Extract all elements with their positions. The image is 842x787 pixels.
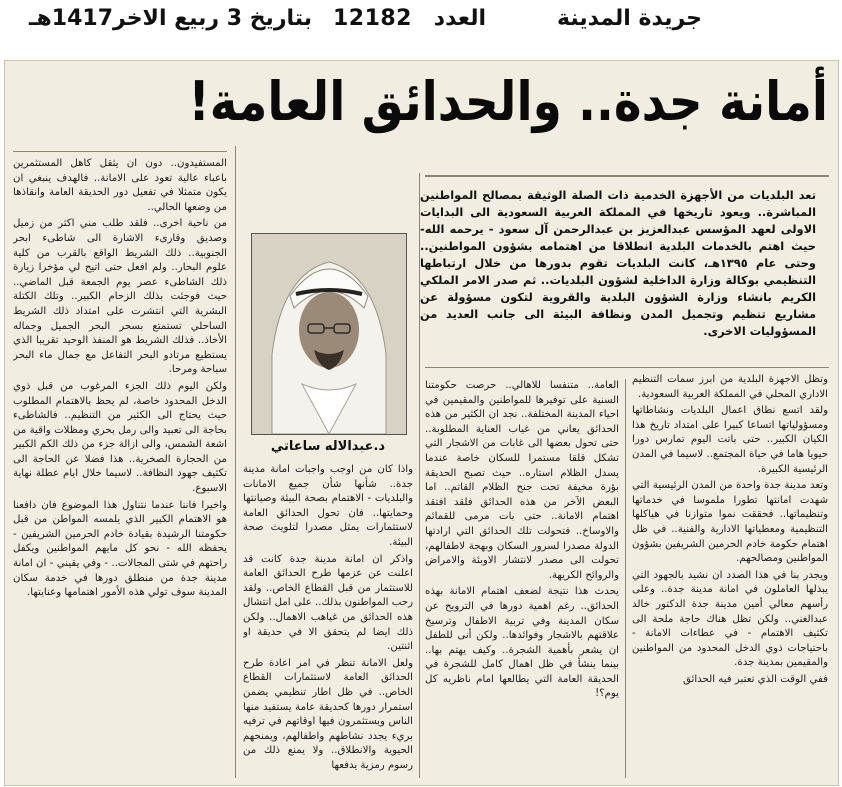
divider	[235, 146, 236, 778]
column-paragraph: من ناحية اخرى.. فلقد طلب مني اكثر من زميل وصديق وقارىء الاشارة الى شاطىء ابحر الجنوبية.. ذلك الشريط الواقع بالقرب من كلية علوم البحار.. ولم افعل حتى اتيح لي مؤخرا زيارة ذلك الشاطىء عصر يوم الجمعة قبل الماضي.. حيث فوجئت بذلك الزحام الكبير.. وتلك الكتلة البشرية التي انتشرت على امتداد ذلك الشريط الساحلي تستمتع بسحر البحر الجميل وجماله الأخاذ.. فذلك الشريط هو المنفذ الوحيد تقريبا الذي يستطيع مرتادو البحر التفاعل مع جمال ماء البحر سباحة ومرحا.	[13, 218, 227, 376]
column-paragraph: واذكر ان امانة مدينة جدة كانت قد اعلنت عن عزمها طرح الحدائق العامة للاستثمار من قبل القطاع الخاص.. ولقد رحب المواطنون بذلك.. على امل انتشال هذه الحدائق من غياهب الاهمال.. ولكن ذلك ايضا لم يتحقق الا في حديقة او اثنتين.	[243, 553, 413, 653]
issue-number: 12182	[332, 6, 412, 31]
column-paragraph: يحدث هذا نتيجة لضعف اهتمام الامانة بهذه الحدائق.. رغم اهمية دورها في الترويح عن سكان المدينة وفي تربية الاطفال وترسيخ علاقتهم بالاشجار وفوائدها.. ولكن أنى للطفل ان يشعر بأهمية الشجرة.. وكيف يهتم بها.. بينما ينشأ في ظل اهمال كامل للشجرة في الحديقة العامة التي يطالعها امام ناظريه كل يوم؟!	[425, 586, 619, 700]
divider	[13, 151, 227, 152]
intro-paragraph: تعد البلديات من الأجهزة الخدمية ذات الصلة الوثيقة بمصالح المواطنين المباشرة.. ويعود تاريخها في المملكة العربية السعودية الى البدايات الاولى لعهد المؤسس عبدالعزيز بن عبدالرحمن آل سعود - يرحمه الله- حيث اهتم بالخدمات البلدية انطلاقا من اهتمامه بشؤون المواطنين.. وحتى عام ١٣٩٥هـ، كانت البلديات تقوم بدورها من خلال ارتباطها التنظيمي بوكالة وزارة الداخلية لشؤون البلديات.. ثم صدر الامر الملكي الكريم بانشاء وزارة الشؤون البلدية والقروية لتكون مسؤولة عن مشاريع تنظيم وتجميل المدن ونظافة البيئة الى جانب العديد من المسؤوليات الاخرى.	[420, 188, 816, 338]
article-column-4	[13, 157, 227, 781]
column-paragraph: المستفيدون.. دون ان يثقل كاهل المستثمرين باعباء عالية تعود على الامانة.. فالهدف ينبغي ان يكون متمثلا في تفعيل دور الحديقة العامة وانقاذها من وضعها الحالي..	[13, 158, 227, 213]
author-portrait-image	[252, 234, 406, 434]
column-paragraph: العامة.. متنفسا للاهالي.. حرصت حكومتنا السنية على توفيرها للمواطنين والمقيمين في احياء المدينة المختلفة.. نجد ان الكثير من هذه الحدائق يعاني من غياب العناية المطلوبة.. حتى تحول بعضها الى غابات من الاشجار التي تشكل قلقا مستمرا للسكان خاصة عندما يسدل الظلام استاره.. حيث تصبح الحديقة بؤرة مخيفة تحت جنح الظلام القاتم.. اما البعض الآخر من هذه الحدائق فلقد افتقد اهتمام الامانة.. حتى بات مرمى للقمائم والاوساخ.. فتحولت تلك الحدائق التي ارادتها الدولة مصدرا لسرور السكان وبهجة لاطفالهم، تحولت الى مصدر لانتشار الاوبئة والامراض والروائح الكريهة.	[425, 380, 619, 581]
column-paragraph: وتظل الاجهزة البلدية من ابرز سمات التنظيم الاداري المحلي في المملكة العربية السعودية.	[632, 374, 828, 400]
column-paragraph: ففي الوقت الذي تعتبر فيه الحدائق	[683, 673, 828, 685]
divider	[425, 175, 829, 177]
publication-date: بتاريخ 3 ربيع الاخر1417هـ	[29, 6, 312, 31]
column-paragraph: ولعل الامانة تنظر في امر اعادة طرح الحدائق العامة لاستثمارات القطاع الخاص.. في ظل اطار تنظيمي يضمن استمرار دورها كحديقة عامة يستفيد منها الناس ويستثمرون فيها اوقاتهم في ترفيه بريء يجدد نشاطهم واطفالهم، ويمنحهم الحيوية والانطلاق.. ولا يمنع ذلك من رسوم رمزية يدفعها	[243, 657, 413, 771]
article-column-1	[632, 373, 828, 781]
column-paragraph: وتعد مدينة جدة واحدة من المدن الرئيسية التي شهدت امانتها تطورا ملموسا في خدماتها وتنظيماتها.. فحققت نموا متوازنا في هياكلها التنظيمية ومعطياتها الادارية والفنية.. في ظل اهتمام حكومة خادم الحرمين الشريفين بشؤون المواطنين ومصالحهم.	[632, 480, 828, 565]
column-paragraph: واخيرا فاننا عندما نتناول هذا الموضوع فان دافعنا هو الاهتمام الكبير الذي يلمسه المواطن من قبل حكومتنا الرشيدة بقيادة خادم الحرمين الشريفين - يحفظه الله - نحو كل مايهم المواطنين ويكفل راحتهم في شتى المجالات.. - وفي يقيني - ان امانة مدينة جدة من منطلق دورها في خدمة سكان المدينة سوف تولي هذه الأمور اهتمامها وعنايتها.	[13, 499, 227, 599]
newspaper-clipping	[4, 60, 839, 786]
author-photo	[251, 233, 407, 435]
article-column-2	[425, 379, 619, 781]
column-paragraph: ولقد اتسع نطاق اعمال البلديات ونشاطاتها ومسؤولياتها اتساعا كبيرا على امتداد تاريخ هذا الكيان الكبير.. حتى باتت اليوم تمارس دورا حيويا هاما في حياة المجتمع.. لاسيما في المدن الرئيسية الكبيرة.	[632, 405, 828, 475]
article-column-3	[243, 463, 413, 781]
article-headline: أمانة جدة.. والحدائق العامة!	[188, 70, 828, 134]
column-paragraph: واذا كان من اوجب واجبات امانة مدينة جدة.. شأنها شأن جميع الامانات والبلديات - الاهتمام بصحة البيئة وصيانتها وحمايتها.. فان تحول الحدائق العامة لاستثمارات يمثل مصدرا لتلويث صحة البيئة.	[243, 464, 413, 548]
column-paragraph: ويجدر بنا في هذا الصدد ان نشيد بالجهود التي يبذلها العاملون في امانة مدينة جدة.. وعلى رأسهم معالي أمين مدينة جدة الدكتور خالد عبدالغني.. ولكن تظل هناك حاجة ملحة الى تكثيف الاهتمام - في عطاءات الامانة - باحتياجات ذوي الدخل المحدود من المواطنين والمقيمين بمدينة جدة.	[632, 569, 828, 669]
photo-caption: د.عبدالاله ساعاتي	[270, 439, 386, 454]
issue-label: العدد	[433, 6, 486, 31]
divider	[625, 379, 626, 778]
newspaper-name: جريدة المدينة	[557, 6, 702, 31]
column-paragraph: ولكن اليوم ذلك الجزء المرغوب من قبل ذوي الدخل المحدود خاصة، لم يحظ بالاهتمام المطلوب حيث يحتاج الى الكثير من التنظيم.. فالشاطىء بحاجة الى تعبيد والى رمل بحري ومظلات واقية من اشعة الشمس، والى ازالة جزء من ذلك الكم الكبير من الحجارة الصخرية.. هذا فضلا عن الحاجة الى تكثيف جهود النظافة.. لاسيما خلال ايام عطلة نهاية الاسبوع.	[13, 380, 227, 495]
